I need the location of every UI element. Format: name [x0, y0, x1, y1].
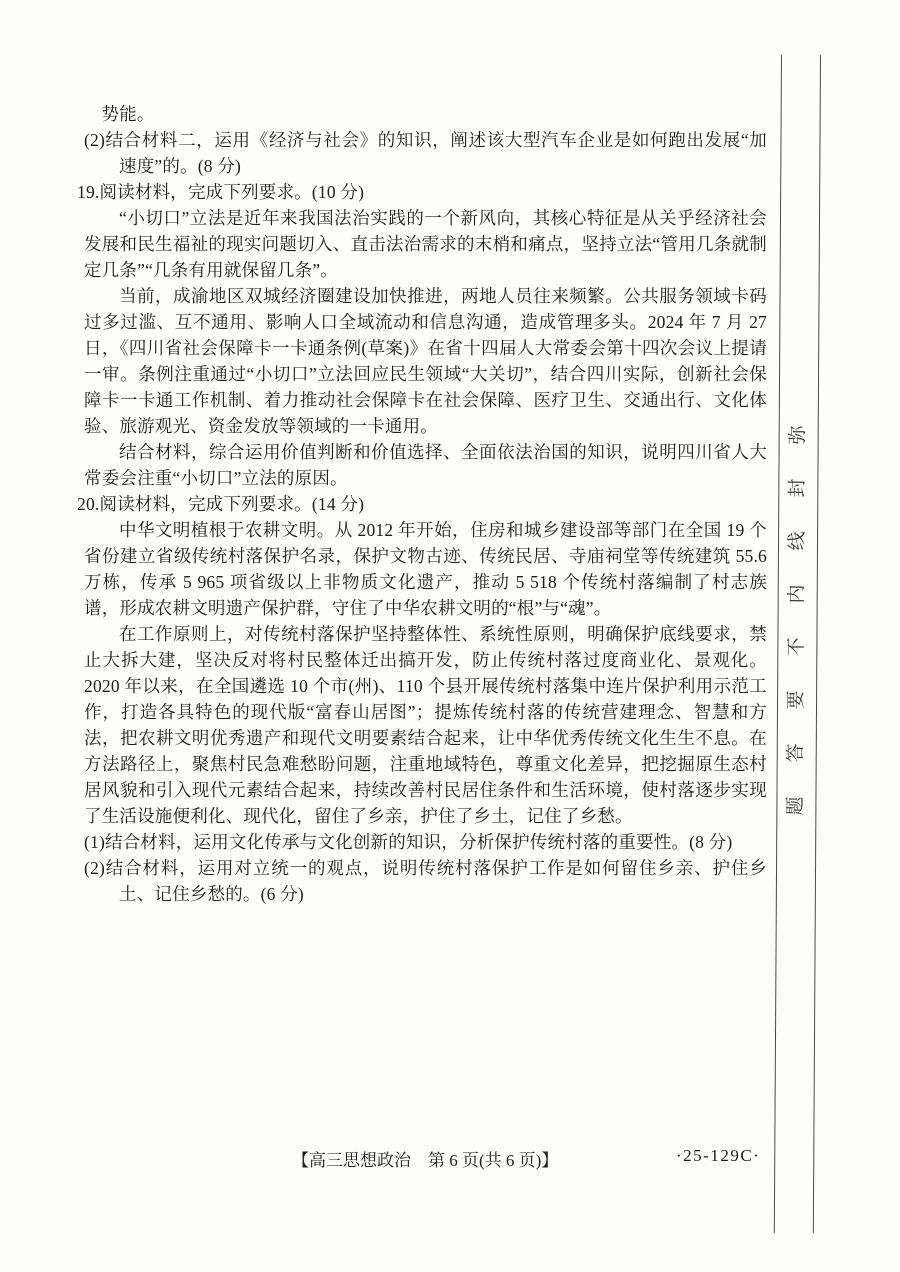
- exam-content: [77, 101, 767, 907]
- binding-char: 不: [786, 637, 808, 657]
- q20-material-paragraph-1: 中华文明植根于农耕文明。从 2012 年开始，住房和城乡建设部等部门在全国 19 个省份建立省级传统村落保护名录，保护文物古迹、传统民居、寺庙祠堂等传统建筑 55.6 万栋，传承 5 965 项省级以上非物质文化遗产，推动 5 518 个传统村落编制了村志族谱，形成农耕文明遗产保护群，守住了中华农耕文明的“根”与“魂”。: [84, 520, 767, 618]
- q19-question-text: 结合材料，综合运用价值判断和价值选择、全面依法治国的知识，说明四川省人大常委会注重“小切口”立法的原因。: [84, 442, 767, 488]
- q19-material-paragraph-1: “小切口”立法是近年来我国法治实践的一个新风向，其核心特征是从关乎经济社会发展和民生福祉的现实问题切入、直击法治需求的末梢和痛点，坚持立法“管用几条就制定几条”“几条有用就保留几条”。: [84, 208, 767, 280]
- q20-header: 20.阅读材料，完成下列要求。(14 分): [77, 494, 365, 514]
- q19-material-paragraph-2: 当前，成渝地区双城经济圈建设加快推进，两地人员往来频繁。公共服务领域卡码过多过滥、互不通用、影响人口全域流动和信息沟通，造成管理多头。2024 年 7 月 27 日，《四川省社会保障卡一卡通条例(草案)》在省十四届人大常委会第十四次会议上提请一审。条例注重通过“小切口”立法回应民生领域“大关切”，结合四川实际，创新社会保障卡一卡通工作机制、着力推动社会保障卡在社会保障、医疗卫生、交通出行、文化体验、旅游观光、资金发放等领域的一卡通用。: [84, 286, 767, 436]
- binding-char: 内: [786, 584, 808, 604]
- binding-char: 答: [785, 743, 807, 763]
- q20-material-paragraph-2: 在工作原则上，对传统村落保护坚持整体性、系统性原则，明确保护底线要求，禁止大拆大建，坚决反对将村民整体迁出搞开发，防止传统村落过度商业化、景观化。2020 年以来，在全国遴选 10 个市(州)、110 个县开展传统村落集中连片保护利用示范工作，打造各具特色的现代版“富春山居图”；提炼传统村落的传统营建理念、智慧和方法，把农耕文明优秀遗产和现代文明要素结合起来，让中华优秀传统文化生生不息。在方法路径上，聚焦村民急难愁盼问题，注重地域特色，尊重文化差异，把挖掘原生态村居风貌和引入现代元素结合起来，持续改善村民居住条件和生活环境，使村落逐步实现了生活设施便利化、现代化，留住了乡亲，护住了乡土，记住了乡愁。: [84, 624, 767, 826]
- binding-char: 题: [785, 796, 807, 816]
- binding-char: 要: [786, 690, 808, 710]
- q20-sub-question-1: (1)结合材料，运用文化传承与文化创新的知识，分析保护传统村落的重要性。(8 分): [84, 832, 733, 852]
- binding-char: 线: [786, 531, 809, 551]
- q18-sub-question-2: (2)结合材料二，运用《经济与社会》的知识，阐述该大型汽车企业是如何跑出发展“加速度”的。(8 分): [84, 130, 767, 176]
- footer-paper-code: ·25-129C·: [676, 1146, 761, 1165]
- binding-char: 弥: [787, 425, 809, 445]
- q18-answer-tail-line: 势能。: [101, 104, 155, 124]
- binding-char: 封: [787, 478, 809, 498]
- q20-sub-question-2: (2)结合材料，运用对立统一的观点，说明传统村落保护工作是如何留住乡亲、护住乡土、记住乡愁的。(6 分): [84, 858, 767, 904]
- q19-header: 19.阅读材料，完成下列要求。(10 分): [77, 182, 365, 202]
- binding-seal-strip: [774, 55, 821, 1233]
- binding-seal-text: [777, 425, 817, 816]
- footer-page-label: 【高三思想政治 第 6 页(共 6 页)】: [292, 1151, 559, 1170]
